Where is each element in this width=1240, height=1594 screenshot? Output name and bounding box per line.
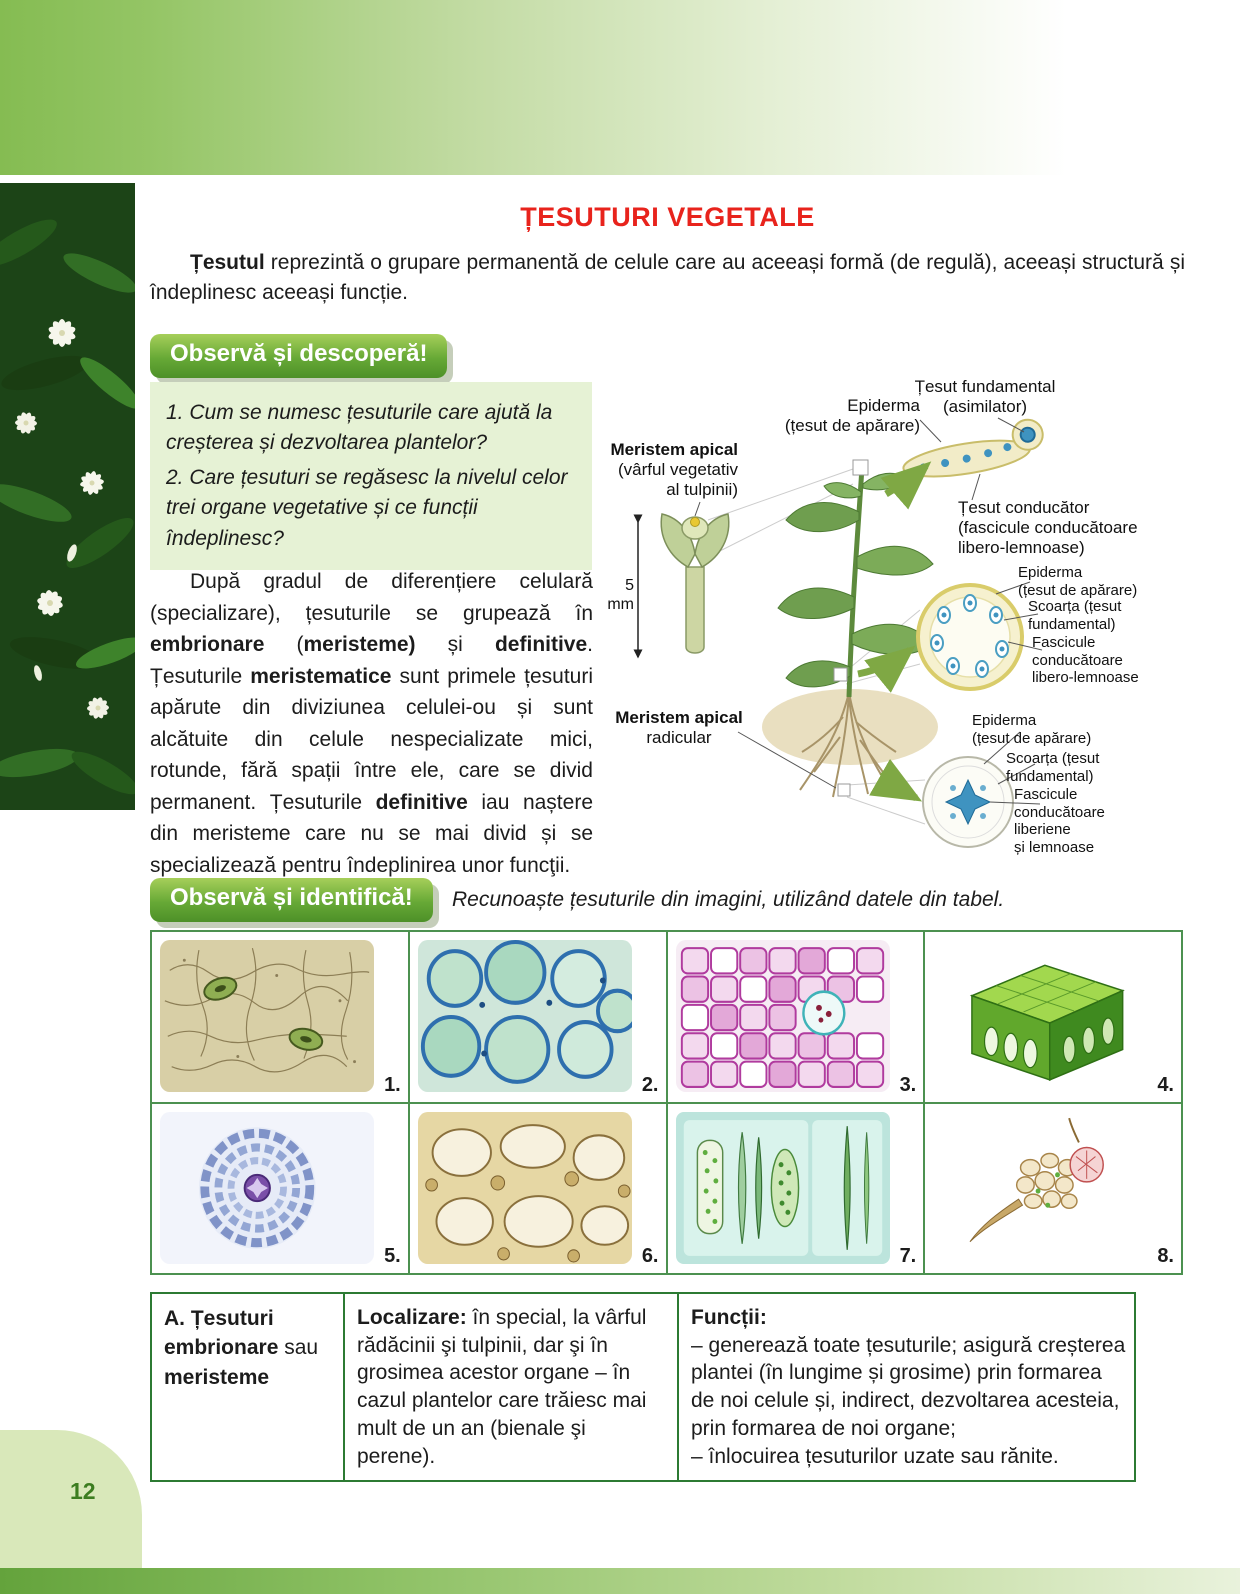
sidebar-photo xyxy=(0,183,135,810)
header-gradient-band xyxy=(0,0,1240,175)
stem-cross-section xyxy=(918,585,1022,689)
tissue-cell-4 xyxy=(924,931,1182,1103)
page-number: 12 xyxy=(70,1478,96,1504)
identify-instruction: Recunoaște țesuturile din imagini, utilizând datele din tabel. xyxy=(452,888,1005,911)
tissue-image-aerenchyma xyxy=(418,1112,632,1264)
question-1: 1. Cum se numesc țesuturile care ajută la creșterea și dezvoltarea plantelor? xyxy=(166,401,553,455)
label-scale-5mm: 5 mm xyxy=(607,577,634,613)
label-epiderma-leaf: Epiderma (țesut de apărare) xyxy=(784,396,920,436)
intro-lead: Țesutul xyxy=(190,251,265,274)
tissue-cell-7 xyxy=(667,1103,925,1275)
footer-gradient-bar xyxy=(0,1568,1240,1594)
tissue-image-3d-block xyxy=(933,940,1147,1092)
tissue-image-root-section xyxy=(160,1112,374,1264)
image-number: 1. xyxy=(384,1073,401,1096)
label-meristem-apical: Meristem apical (vârful vegetativ al tulpinii) xyxy=(610,440,738,500)
image-number: 3. xyxy=(899,1073,917,1096)
tissue-image-elongated-cells xyxy=(676,1112,890,1264)
questions-box xyxy=(150,382,592,570)
label-meristem-radicular: Meristem apical radicular xyxy=(615,708,743,748)
intro-paragraph xyxy=(150,248,1185,309)
plant-illustration xyxy=(762,460,938,797)
theory-paragraph: După gradul de diferențiere celulară (specializare), țesuturile se grupează în embrionare (meristeme) și definitive. Țesuturile meristematice sunt primele țesuturi apărute din diviziunea celulei-ou și sunt alcătuite din celule nespecializate mici, rotunde, fără spații între ele, care se divid permanent. Țesuturile definitive iau naștere din meristeme care nu se mai divid și se specializează pentru îndeplinirea unor funcţii. xyxy=(150,570,594,877)
table-cell-functions: Funcții: – generează toate țesuturile; asigură creșterea plantei (în lungime și grosime) prin formarea de noi celule și, indirect, dezvoltarea acesteia, prin formarea de noi organe; – înlocuirea țesuturilor uzate sau rănite. xyxy=(691,1306,1126,1468)
label-tesut-conducator: Țesut conducător (fascicule conducătoare libero-lemnoase) xyxy=(958,498,1138,558)
label-stem-epiderma: Epiderma (țesut de apărare) xyxy=(1018,564,1138,599)
tissue-cell-3 xyxy=(667,931,925,1103)
label-root-fascicule: Fascicule conducătoare liberiene și lemnoase xyxy=(1014,786,1105,857)
table-cell-localization: Localizare: în special, la vârful rădăcinii şi tulpinii, dar şi în grosimea acestor organe – în cazul plantelor care trăiesc mai mult de un an (bienale şi perene). xyxy=(345,1294,679,1480)
image-number: 7. xyxy=(899,1245,917,1267)
label-stem-scoarta: Scoarța (țesut fundamental) xyxy=(1028,598,1122,633)
image-number: 2. xyxy=(641,1073,659,1096)
tissue-image-stomata xyxy=(160,940,374,1092)
question-2: 2. Care țesuturi se regăsesc la nivelul celor trei organe vegetative și ce funcții îndeplinesc? xyxy=(166,465,568,550)
label-tesut-fundamental: Țesut fundamental (asimilator) xyxy=(914,377,1056,417)
info-table xyxy=(150,1292,1136,1482)
tissue-image-grid xyxy=(150,930,1183,1275)
image-number: 8. xyxy=(1157,1245,1174,1267)
image-number: 6. xyxy=(641,1245,659,1267)
shoot-tip-drawing xyxy=(661,514,729,653)
label-root-scoarta: Scoarța (țesut fundamental) xyxy=(1006,750,1100,785)
label-stem-fascicule: Fascicule conducătoare libero-lemnoase xyxy=(1032,634,1139,687)
table-cell-tissue-type: A. Țesuturi embrionare sau meristeme xyxy=(152,1294,345,1480)
page-title: ȚESUTURI VEGETALE xyxy=(520,202,815,232)
image-number: 5. xyxy=(384,1245,401,1267)
tissue-cell-5 xyxy=(151,1103,409,1275)
intro-rest: reprezintă o grupare permanentă de celule care au aceeași formă (de regulă), aceeași structură și îndeplinesc aceeași funcție. xyxy=(150,251,1185,305)
tissue-cell-6 xyxy=(409,1103,667,1275)
plant-tissues-diagram xyxy=(600,372,1185,877)
tissue-cell-2 xyxy=(409,931,667,1103)
jasmine-plant-photo xyxy=(0,183,135,810)
tissue-image-vascular-bundle xyxy=(933,1112,1147,1264)
tissue-image-stained-section xyxy=(676,940,890,1092)
tissue-cell-8 xyxy=(924,1103,1182,1275)
label-root-epiderma: Epiderma (țesut de apărare) xyxy=(972,712,1092,747)
image-number: 4. xyxy=(1157,1073,1174,1096)
tissue-cell-1 xyxy=(151,931,409,1103)
observe-discover-badge: Observă și descoperă! xyxy=(150,334,447,378)
tissue-image-parenchyma xyxy=(418,940,632,1092)
observe-identify-badge: Observă și identifică! xyxy=(150,878,433,922)
